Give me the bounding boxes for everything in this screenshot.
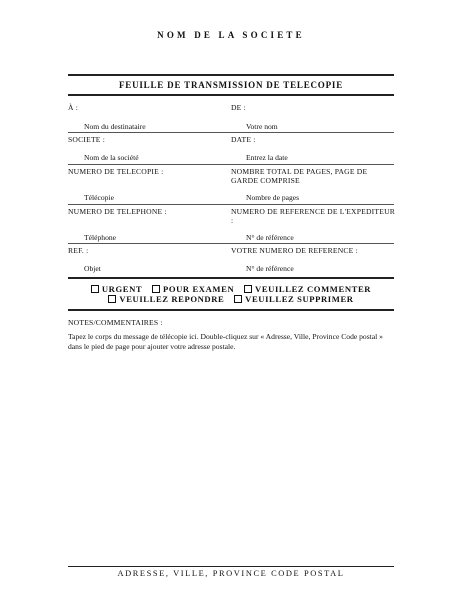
- urgent-checkbox[interactable]: [91, 285, 99, 293]
- phone-value[interactable]: Téléphone: [84, 233, 117, 242]
- ref-value[interactable]: Objet: [84, 264, 101, 273]
- ref-label: REF. :: [68, 246, 89, 255]
- footer-address[interactable]: ADRESSE, VILLE, PROVINCE CODE POSTAL: [117, 569, 345, 578]
- title-bottom-rule: [68, 94, 394, 96]
- title-top-rule: [68, 74, 394, 76]
- checkbox-row-1: [68, 284, 394, 294]
- notes-label: NOTES/COMMENTAIRES :: [68, 318, 163, 327]
- fax-value[interactable]: Télécopie: [84, 193, 114, 202]
- company-label: SOCIETE :: [68, 135, 106, 144]
- date-value[interactable]: Entrez la date: [246, 153, 288, 162]
- review-label: POUR EXAMEN: [162, 284, 235, 294]
- delete-label: VEUILLEZ SUPPRIMER: [245, 294, 354, 304]
- date-label: DATE :: [231, 135, 256, 144]
- your-ref-label: VOTRE NUMERO DE REFERENCE :: [231, 246, 358, 255]
- form-title: FEUILLE DE TRANSMISSION DE TELECOPIE: [118, 80, 344, 90]
- sender-ref-label: NUMERO DE REFERENCE DE L'EXPEDITEUR :: [231, 207, 396, 225]
- checkbox-row-2: [68, 294, 394, 304]
- urgent-label: URGENT: [101, 284, 143, 294]
- from-value[interactable]: Votre nom: [246, 122, 278, 131]
- phone-label: NUMERO DE TELEPHONE :: [68, 207, 167, 216]
- delete-option[interactable]: [234, 294, 353, 304]
- comment-label: VEUILLEZ COMMENTER: [255, 284, 372, 294]
- review-checkbox[interactable]: [152, 285, 160, 293]
- from-label: DE :: [231, 103, 246, 112]
- reply-checkbox[interactable]: [108, 295, 116, 303]
- notes-body[interactable]: Tapez le corps du message de télécopie ici. Double-cliquez sur « Adresse, Ville, Province Code postal » dans le pied de page pour ajouter votre adresse postale.: [68, 332, 383, 351]
- company-value[interactable]: Nom de la société: [84, 153, 139, 162]
- comment-option[interactable]: [244, 284, 371, 294]
- row-divider-1: [68, 132, 394, 133]
- company-name: NOM DE LA SOCIETE: [157, 30, 305, 40]
- urgent-option[interactable]: [91, 284, 142, 294]
- reply-option[interactable]: [108, 294, 224, 304]
- footer-rule: [68, 566, 394, 567]
- fax-label: NUMERO DE TELECOPIE :: [68, 167, 164, 176]
- your-ref-value[interactable]: N° de référence: [246, 264, 294, 273]
- row-divider-2: [68, 164, 394, 165]
- review-option[interactable]: [152, 284, 234, 294]
- row-divider-5: [68, 277, 394, 279]
- sender-ref-value[interactable]: N° de référence: [246, 233, 294, 242]
- reply-label: VEUILLEZ REPONDRE: [119, 294, 225, 304]
- row-divider-3: [68, 204, 394, 205]
- to-value[interactable]: Nom du destinataire: [84, 122, 146, 131]
- checkbox-bottom-rule: [68, 309, 394, 311]
- row-divider-4: [68, 243, 394, 244]
- to-label: À :: [68, 103, 79, 112]
- pages-value[interactable]: Nombre de pages: [246, 193, 300, 202]
- comment-checkbox[interactable]: [244, 285, 252, 293]
- pages-label: NOMBRE TOTAL DE PAGES, PAGE DE GARDE COMPRISE: [231, 167, 368, 185]
- delete-checkbox[interactable]: [234, 295, 242, 303]
